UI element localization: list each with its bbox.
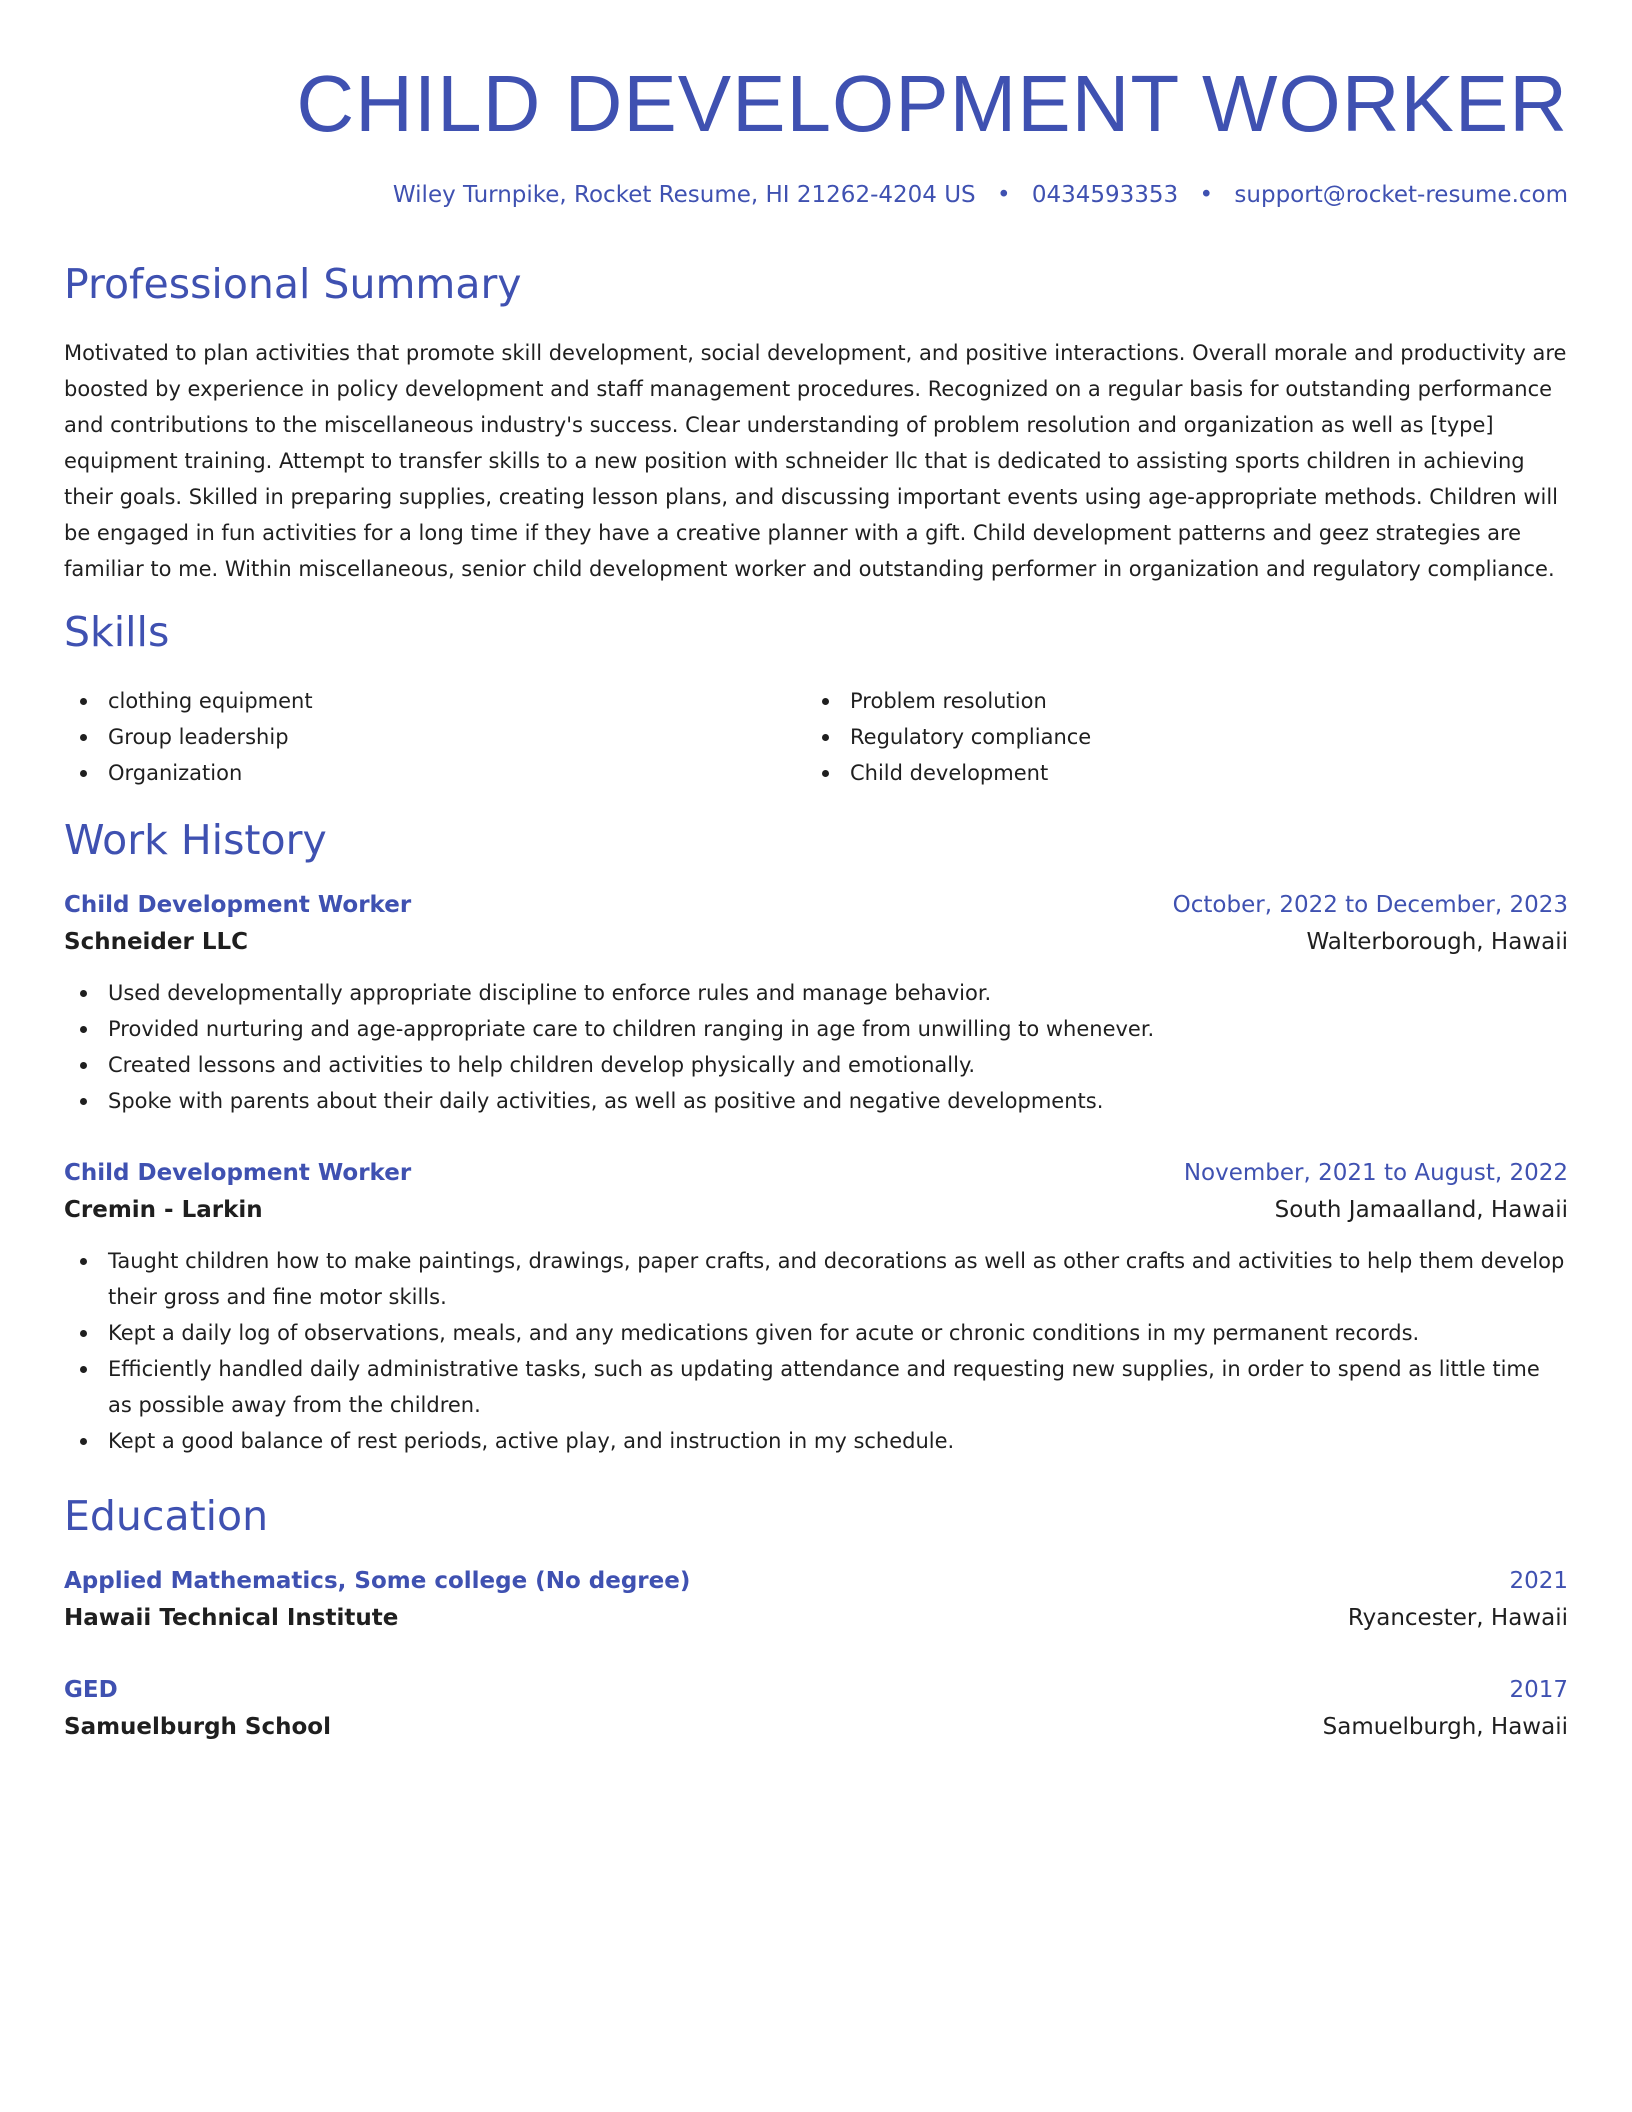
job-company: Cremin - Larkin: [64, 1197, 263, 1223]
job-company: Schneider LLC: [64, 929, 249, 955]
job-header-row: [64, 1155, 1568, 1191]
job-location: Walterborough, Hawaii: [1306, 929, 1568, 955]
job-bullet: Provided nurturing and age-appropriate care to children ranging in age from unwilling to whenever.: [64, 1011, 1568, 1047]
contact-line: [64, 180, 1568, 210]
job-bullet: Created lessons and activities to help children develop physically and emotionally.: [64, 1047, 1568, 1083]
job-header-row: [64, 887, 1568, 923]
skills-list: [64, 683, 1568, 791]
job-bullet: Spoke with parents about their daily activities, as well as positive and negative developments.: [64, 1083, 1568, 1119]
job-title: Child Development Worker: [64, 892, 412, 918]
education-school: Hawaii Technical Institute: [64, 1605, 399, 1631]
job-bullet: Kept a daily log of observations, meals, and any medications given for acute or chronic conditions in my permanent records.: [64, 1315, 1568, 1351]
job-company-row: [64, 1191, 1568, 1229]
job-bullet: Used developmentally appropriate discipline to enforce rules and manage behavior.: [64, 975, 1568, 1011]
contact-phone: 0434593353: [1031, 182, 1179, 208]
education-header-row: [64, 1672, 1568, 1708]
education-year: 2017: [1509, 1677, 1568, 1703]
contact-email[interactable]: support@rocket-resume.com: [1234, 182, 1568, 208]
contact-separator: •: [996, 182, 1011, 208]
education-location: Ryancester, Hawaii: [1347, 1605, 1568, 1631]
job-bullet: Taught children how to make paintings, drawings, paper crafts, and decorations as well as other crafts and activities to help them develop their gross and fine motor skills.: [64, 1243, 1568, 1315]
job-title: Child Development Worker: [64, 1160, 412, 1186]
job-location: South Jamaalland, Hawaii: [1274, 1197, 1568, 1223]
contact-address: Wiley Turnpike, Rocket Resume, HI 21262-4204 US: [392, 182, 976, 208]
education-school: Samuelburgh School: [64, 1714, 331, 1740]
education-heading: Education: [64, 1492, 269, 1540]
skill-item: Child development: [806, 755, 1548, 791]
education-degree: GED: [64, 1677, 118, 1703]
resume-name: CHILD DEVELOPMENT WORKER: [296, 59, 1568, 148]
job-bullet: Kept a good balance of rest periods, active play, and instruction in my schedule.: [64, 1423, 1568, 1459]
job-company-row: [64, 923, 1568, 961]
job-entry: [64, 1155, 1568, 1459]
education-entry: [64, 1672, 1568, 1746]
skills-column-right: [806, 683, 1548, 791]
education-entry: [64, 1563, 1568, 1637]
job-dates: November, 2021 to August, 2022: [1183, 1160, 1568, 1186]
skills-column-left: [64, 683, 806, 791]
education-location: Samuelburgh, Hawaii: [1322, 1714, 1568, 1740]
job-bullets: [64, 975, 1568, 1119]
contact-separator: •: [1199, 182, 1214, 208]
skill-item: clothing equipment: [64, 683, 806, 719]
job-bullet: Efficiently handled daily administrative tasks, such as updating attendance and requesting new supplies, in order to spend as little time as possible away from the children.: [64, 1351, 1568, 1423]
education-year: 2021: [1509, 1568, 1568, 1594]
skill-item: Problem resolution: [806, 683, 1548, 719]
summary-text: Motivated to plan activities that promote skill development, social development, and positive interactions. Overall morale and productivity are boosted by experience in policy development and staff management procedures. Recognized on a regular basis for outstanding performance and contributions to the miscellaneous industry's success. Clear understanding of problem resolution and organization as well as [type] equipment training. Attempt to transfer skills to a new position with schneider llc that is dedicated to assisting sports children in achieving their goals. Skilled in preparing supplies, creating lesson plans, and discussing important events using age-appropriate methods. Children will be engaged in fun activities for a long time if they have a creative planner with a gift. Child development patterns and geez strategies are familiar to me. Within miscellaneous, senior child development worker and outstanding performer in organization and regulatory compliance.: [64, 341, 1567, 581]
work-history-heading: Work History: [64, 816, 327, 864]
summary-heading: Professional Summary: [64, 260, 522, 308]
job-dates: October, 2022 to December, 2023: [1172, 892, 1568, 918]
education-header-row: [64, 1563, 1568, 1599]
job-bullets: [64, 1243, 1568, 1459]
skill-item: Group leadership: [64, 719, 806, 755]
skills-heading: Skills: [64, 608, 170, 656]
education-degree: Applied Mathematics, Some college (No degree): [64, 1568, 691, 1594]
skill-item: Organization: [64, 755, 806, 791]
education-school-row: [64, 1599, 1568, 1637]
skill-item: Regulatory compliance: [806, 719, 1548, 755]
education-school-row: [64, 1708, 1568, 1746]
job-entry: [64, 887, 1568, 1119]
